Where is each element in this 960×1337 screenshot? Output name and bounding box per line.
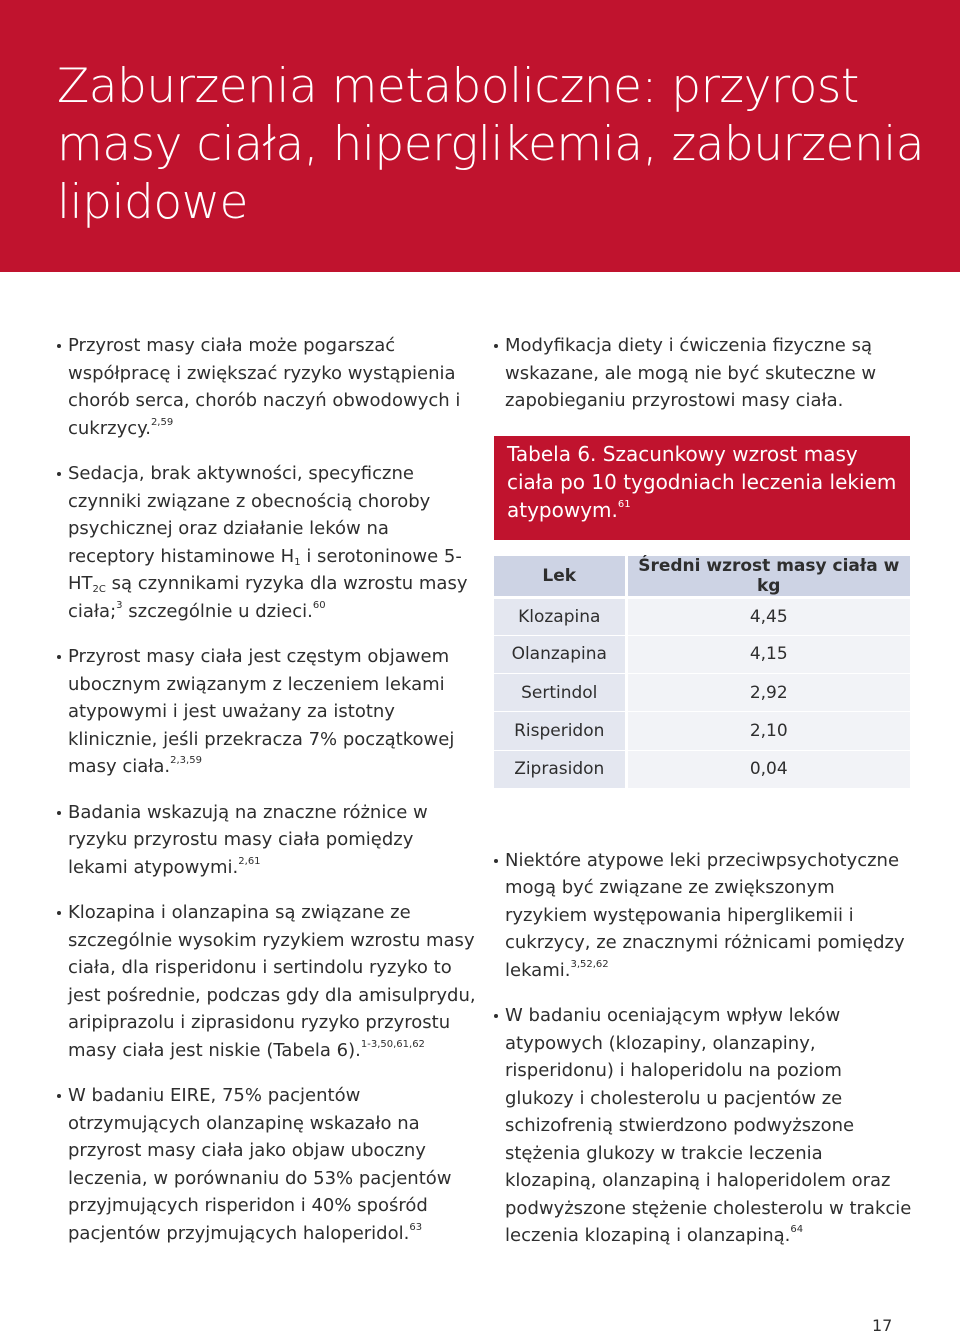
footnote-ref: 63 — [409, 1221, 423, 1233]
drug-name-cell: Risperidon — [494, 712, 626, 750]
weight-gain-cell: 4,45 — [626, 597, 910, 635]
footnote-ref: 64 — [790, 1224, 804, 1236]
table-caption: Tabela 6. Szacunkowy wzrost masy ciała po 10 tygodniach leczenia lekiem atypowym.$^{61}$ — [494, 436, 910, 540]
table-row — [494, 674, 910, 712]
bullet-weight-gain-risk: Przyrost masy ciała może pogarszać współpracę i zwiększać ryzyko wystąpienia chorób serca, chorób naczyń obwodowych i cukrzycy.$^{2,59}$ — [57, 332, 477, 442]
right-column — [494, 332, 914, 1250]
bullet-side-effect: Przyrost masy ciała jest częstym objawem ubocznym związanym z leczeniem lekami atypowymi i jest uważany za istotny klinicznie, jeśli przekracza 7% początkowej masy ciała.$^{2,3,59}$ — [57, 643, 477, 781]
drug-name-cell: Ziprasidon — [494, 750, 626, 788]
footnote-ref: 61 — [617, 498, 631, 510]
footnote-ref: 3,52,62 — [570, 958, 609, 970]
drug-name-cell: Klozapina — [494, 597, 626, 635]
footnote-ref: 60 — [312, 599, 326, 611]
page-number: 17 — [872, 1316, 893, 1335]
weight-gain-cell: 0,04 — [626, 750, 910, 788]
footnote-ref: 2,3,59 — [170, 755, 202, 766]
table-row — [494, 635, 910, 673]
bullet-diet-exercise: Modyfikacja diety i ćwiczenia fizyczne są wskazane, ale mogą nie być skuteczne w zapobieganiu przyrostowi masy ciała. — [494, 332, 914, 415]
drug-name-cell: Olanzapina — [494, 635, 626, 673]
weight-gain-cell: 4,15 — [626, 635, 910, 673]
column-header-drug: Lek — [494, 556, 626, 598]
weight-gain-table — [494, 556, 910, 789]
page-title: Zaburzenia metaboliczne: przyrost masy ciała, hiperglikemia, zaburzenia lipidowe — [57, 59, 925, 230]
footnote-ref: 3 — [116, 599, 123, 611]
footnote-ref: 1-3,50,61,62 — [360, 1038, 425, 1050]
bullet-clozapine-olanzapine: Klozapina i olanzapina są związane ze szczególnie wysokim ryzykiem wzrostu masy ciała, dla risperidonu i sertindolu ryzyko to jest pośrednie, podczas gdy dla amisulprydu, aripiprazolu i ziprasidonu ryzyko przyrostu masy ciała jest niskie (Tabela 6).$^{1-3,50,61,62}$ — [57, 899, 477, 1064]
footnote-ref: 2,59 — [150, 416, 174, 428]
drug-name-cell: Sertindol — [494, 674, 626, 712]
bullet-differences: Badania wskazują na znaczne różnice w ryzyku przyrostu masy ciała pomiędzy lekami atypowymi.$^{2,61}$ — [57, 799, 477, 882]
weight-gain-cell: 2,10 — [626, 712, 910, 750]
bullet-glucose-study: W badaniu oceniającym wpływ leków atypowych (klozapiny, olanzapiny, risperidonu) i haloperidolu na poziom glukozy i cholesterolu u pacjentów ze schizofrenią stwierdzono podwyższone stężenia glukozy w trakcie leczenia klozapiną, olanzapiną i haloperidolem oraz podwyższone stężenie cholesterolu w trakcie leczenia klozapiną i olanzapiną.$^{64}$ — [494, 1002, 914, 1250]
footnote-ref: 2,61 — [238, 855, 261, 867]
weight-gain-cell: 2,92 — [626, 674, 910, 712]
bullet-eire-study: W badaniu EIRE, 75% pacjentów otrzymujących olanzapinę wskazało na przyrost masy ciała jako objaw uboczny leczenia, w porównaniu do 53% pacjentów przyjmujących risperidon i 40% spośród pacjentów przyjmujących haloperidol.$^{63}$ — [57, 1082, 477, 1247]
bullet-risk-factors: Sedacja, brak aktywności, specyficzne czynniki związane z obecnością choroby psychicznej oraz działanie leków na receptory histaminowe $H_1$ i serotoninowe $5-HT_{2C}$ są czynnikami ryzyka dla wzrostu masy ciała;$^3$ szczególnie u dzieci.$^{60}$ — [57, 460, 477, 625]
left-column — [57, 332, 477, 1247]
table-row — [494, 712, 910, 750]
bullet-hyperglycemia: Niektóre atypowe leki przeciwpsychotyczne mogą być związane ze zwiększonym ryzykiem występowania hiperglikemii i cukrzycy, ze znacznymi różnicami pomiędzy lekami.$^{3,52,62}$ — [494, 847, 914, 985]
title-banner — [0, 0, 960, 272]
column-header-weight-gain: Średni wzrost masy ciała w kg — [626, 556, 910, 598]
table-row — [494, 597, 910, 635]
table-header-row — [494, 556, 910, 598]
table-row — [494, 750, 910, 788]
